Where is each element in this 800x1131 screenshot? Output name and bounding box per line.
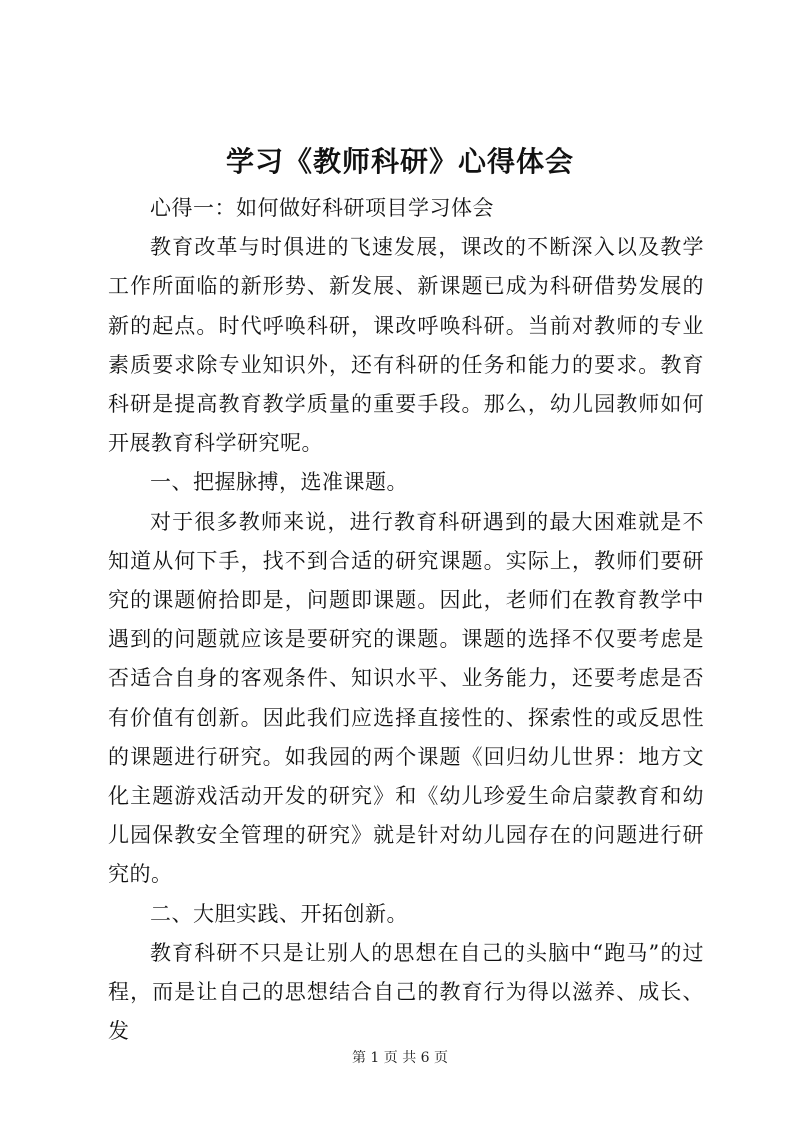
page-number-footer: 第 1 页 共 6 页 <box>351 1050 449 1066</box>
section-heading: 二、大胆实践、开拓创新。 <box>150 901 408 926</box>
document-body <box>108 189 704 1051</box>
section-heading: 一、把握脉搏，选准课题。 <box>150 470 408 495</box>
body-paragraph: 教育改革与时俱进的飞速发展，课改的不断深入以及教学工作所面临的新形势、新发展、新课题已成为科研借势发展的新的起点。时代呼唤科研，课改呼唤科研。当前对教师的专业素质要求除专业知识外，还有科研的任务和能力的要求。教育科研是提高教育教学质量的重要手段。那么，幼儿园教师如何开展教育科学研究呢。 <box>108 235 704 456</box>
body-paragraph: 对于很多教师来说，进行教育科研遇到的最大困难就是不知道从何下手，找不到合适的研究课题。实际上，教师们要研究的课题俯拾即是，问题即课题。因此，老师们在教育教学中遇到的问题就应该是要研究的课题。课题的选择不仅要考虑是否适合自身的客观条件、知识水平、业务能力，还要考虑是否有价值有创新。因此我们应选择直接性的、探索性的或反思性的课题进行研究。如我园的两个课题《回归幼儿世界：地方文化主题游戏活动开发的研究》和《幼儿珍爱生命启蒙教育和幼儿园保教安全管理的研究》就是针对幼儿园存在的问题进行研究的。 <box>108 509 704 887</box>
document-title: 学习《教师科研》心得体会 <box>225 145 574 178</box>
section-heading: 心得一：如何做好科研项目学习体会 <box>150 196 494 220</box>
body-paragraph: 教育科研不只是让别人的思想在自己的头脑中“跑马”的过程，而是让自己的思想结合自己的教育行为得以滋养、成长、发 <box>108 940 704 1044</box>
